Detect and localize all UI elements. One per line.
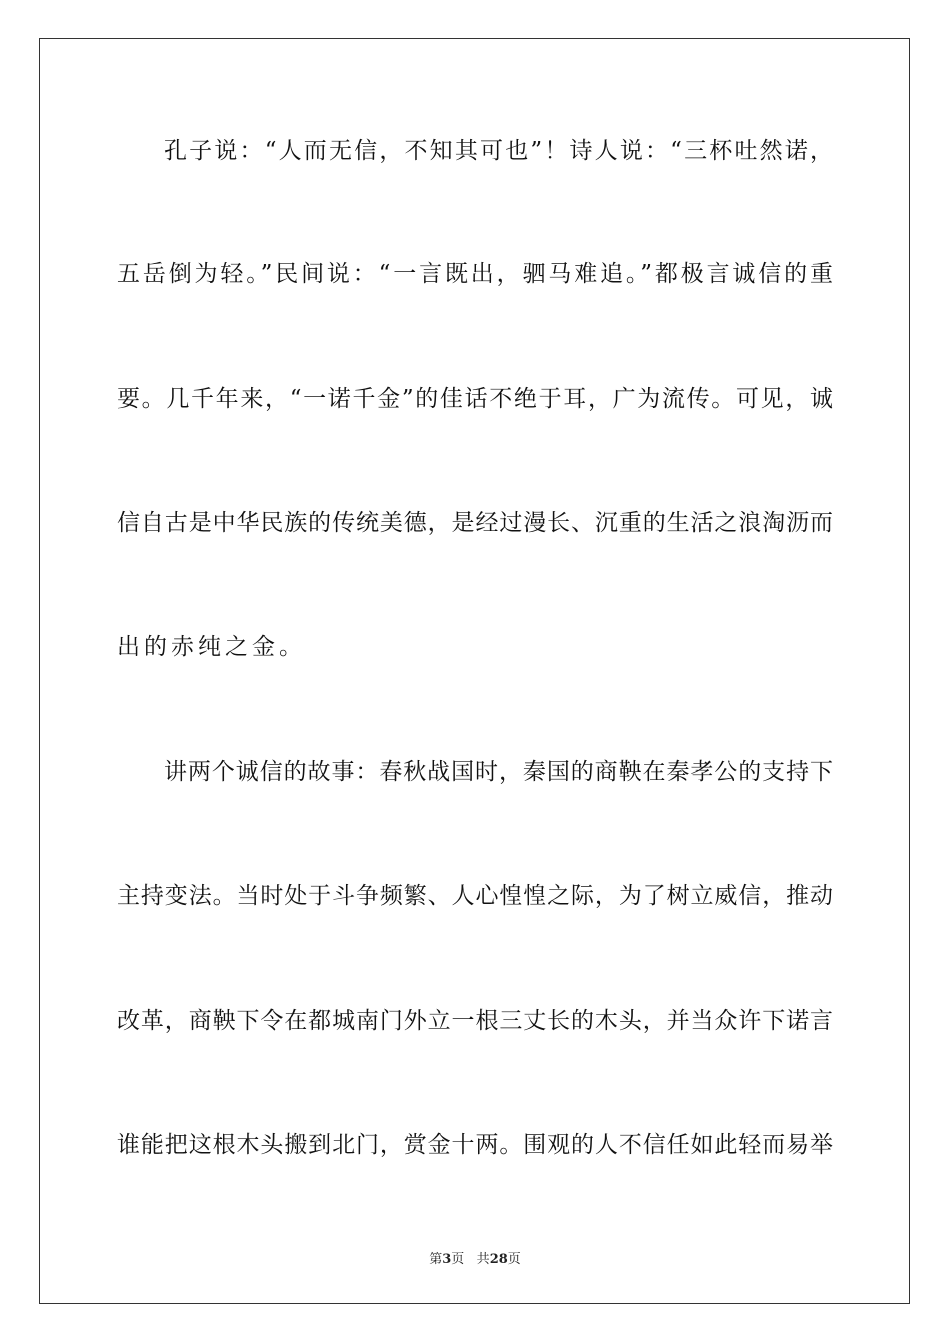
text-line-5: 出的赤纯之金。 [117, 634, 306, 660]
total-pages-number: 28 [489, 1252, 508, 1267]
page-footer [0, 1248, 950, 1267]
text-line-6: 讲两个诚信的故事：春秋战国时，秦国的商鞅在秦孝公的支持下 [164, 759, 833, 785]
text-line-4: 信自古是中华民族的传统美德，是经过漫长、沉重的生活之浪淘沥而 [117, 510, 833, 536]
page-border [39, 38, 910, 1304]
page-prefix: 第 [429, 1252, 443, 1267]
text-line-8: 改革，商鞅下令在都城南门外立一根三丈长的木头，并当众许下诺言 [117, 1008, 833, 1034]
total-prefix: 共 [476, 1252, 490, 1267]
text-line-3: 要。几千年来，“一诺千金”的佳话不绝于耳，广为流传。可见，诚 [117, 386, 833, 412]
total-suffix: 页 [507, 1252, 521, 1267]
text-line-9: 谁能把这根木头搬到北门，赏金十两。围观的人不信任如此轻而易举 [117, 1132, 833, 1158]
text-line-1: 孔子说：“人而无信，不知其可也”！诗人说：“三杯吐然诺， [164, 138, 833, 164]
text-line-2: 五岳倒为轻。”民间说：“一言既出，驷马难追。”都极言诚信的重 [117, 261, 833, 287]
page-suffix: 页 [451, 1252, 465, 1267]
text-line-7: 主持变法。当时处于斗争频繁、人心惶惶之际，为了树立威信，推动 [117, 883, 833, 909]
current-page-number: 3 [442, 1252, 452, 1267]
